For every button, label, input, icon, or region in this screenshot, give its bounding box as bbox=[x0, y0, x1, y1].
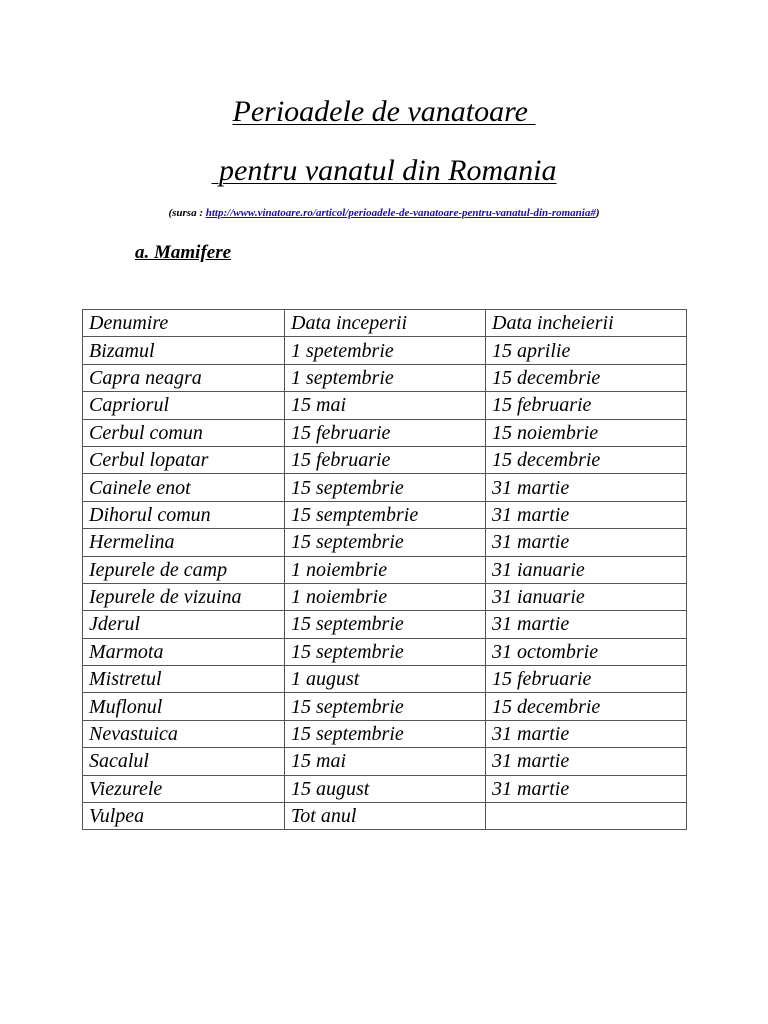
cell-name: Hermelina bbox=[83, 529, 285, 556]
cell-name: Jderul bbox=[83, 611, 285, 638]
cell-end-date: 15 februarie bbox=[486, 392, 687, 419]
cell-end-date: 31 ianuarie bbox=[486, 583, 687, 610]
table-row bbox=[83, 583, 687, 610]
table-body bbox=[83, 310, 687, 830]
table-row bbox=[83, 611, 687, 638]
table-row bbox=[83, 392, 687, 419]
cell-name: Bizamul bbox=[83, 337, 285, 364]
source-prefix: (sursa : bbox=[168, 207, 206, 219]
header-cell-start-date: Data inceperii bbox=[285, 310, 486, 337]
header-cell-end-date: Data incheierii bbox=[486, 310, 687, 337]
cell-start-date: 15 semptembrie bbox=[285, 501, 486, 528]
cell-name: Sacalul bbox=[83, 748, 285, 775]
cell-end-date: 15 decembrie bbox=[486, 693, 687, 720]
cell-start-date: Tot anul bbox=[285, 803, 486, 830]
table-row bbox=[83, 693, 687, 720]
cell-name: Capra neagra bbox=[83, 364, 285, 391]
section-heading-mamifere: a. Mamifere bbox=[135, 242, 232, 263]
cell-name: Cerbul lopatar bbox=[83, 446, 285, 473]
cell-start-date: 15 august bbox=[285, 775, 486, 802]
source-link[interactable]: http://www.vinatoare.ro/articol/perioadele-de-vanatoare-pentru-vanatul-din-romania# bbox=[205, 207, 596, 219]
cell-name: Vulpea bbox=[83, 803, 285, 830]
table-row bbox=[83, 529, 687, 556]
table-row bbox=[83, 556, 687, 583]
table-row bbox=[83, 638, 687, 665]
cell-name: Muflonul bbox=[83, 693, 285, 720]
header-cell-name: Denumire bbox=[83, 310, 285, 337]
cell-end-date: 31 martie bbox=[486, 611, 687, 638]
cell-start-date: 15 septembrie bbox=[285, 720, 486, 747]
cell-name: Iepurele de camp bbox=[83, 556, 285, 583]
table-row bbox=[83, 803, 687, 830]
cell-start-date: 15 mai bbox=[285, 392, 486, 419]
cell-name: Viezurele bbox=[83, 775, 285, 802]
cell-name: Mistretul bbox=[83, 666, 285, 693]
cell-start-date: 15 septembrie bbox=[285, 638, 486, 665]
cell-end-date: 31 martie bbox=[486, 474, 687, 501]
table-row bbox=[83, 474, 687, 501]
cell-start-date: 15 februarie bbox=[285, 419, 486, 446]
hunting-seasons-table bbox=[82, 309, 687, 830]
document-title-line-2: pentru vanatul din Romania bbox=[211, 154, 557, 187]
table-row bbox=[83, 419, 687, 446]
cell-start-date: 1 spetembrie bbox=[285, 337, 486, 364]
table-row bbox=[83, 446, 687, 473]
cell-end-date: 15 decembrie bbox=[486, 364, 687, 391]
cell-start-date: 15 mai bbox=[285, 748, 486, 775]
cell-start-date: 15 septembrie bbox=[285, 529, 486, 556]
table-row bbox=[83, 748, 687, 775]
table-row bbox=[83, 775, 687, 802]
cell-name: Marmota bbox=[83, 638, 285, 665]
cell-start-date: 15 septembrie bbox=[285, 693, 486, 720]
table-row bbox=[83, 337, 687, 364]
cell-name: Cainele enot bbox=[83, 474, 285, 501]
table-header-row bbox=[83, 310, 687, 337]
cell-end-date: 31 ianuarie bbox=[486, 556, 687, 583]
cell-name: Capriorul bbox=[83, 392, 285, 419]
cell-start-date: 1 noiembrie bbox=[285, 556, 486, 583]
table-row bbox=[83, 720, 687, 747]
source-suffix: ) bbox=[595, 207, 600, 219]
source-citation bbox=[0, 206, 768, 220]
document-title-line-1: Perioadele de vanatoare bbox=[232, 95, 536, 128]
cell-end-date: 31 martie bbox=[486, 748, 687, 775]
cell-end-date: 15 noiembrie bbox=[486, 419, 687, 446]
cell-name: Nevastuica bbox=[83, 720, 285, 747]
cell-start-date: 1 septembrie bbox=[285, 364, 486, 391]
table-row bbox=[83, 501, 687, 528]
cell-name: Iepurele de vizuina bbox=[83, 583, 285, 610]
cell-start-date: 15 septembrie bbox=[285, 474, 486, 501]
cell-start-date: 1 noiembrie bbox=[285, 583, 486, 610]
cell-end-date: 15 februarie bbox=[486, 666, 687, 693]
cell-end-date bbox=[486, 803, 687, 830]
cell-end-date: 31 martie bbox=[486, 501, 687, 528]
cell-end-date: 15 decembrie bbox=[486, 446, 687, 473]
cell-start-date: 1 august bbox=[285, 666, 486, 693]
cell-end-date: 31 martie bbox=[486, 529, 687, 556]
table-row bbox=[83, 364, 687, 391]
cell-end-date: 15 aprilie bbox=[486, 337, 687, 364]
cell-end-date: 31 martie bbox=[486, 775, 687, 802]
cell-name: Cerbul comun bbox=[83, 419, 285, 446]
cell-name: Dihorul comun bbox=[83, 501, 285, 528]
cell-start-date: 15 septembrie bbox=[285, 611, 486, 638]
cell-start-date: 15 februarie bbox=[285, 446, 486, 473]
cell-end-date: 31 martie bbox=[486, 720, 687, 747]
cell-end-date: 31 octombrie bbox=[486, 638, 687, 665]
table-row bbox=[83, 666, 687, 693]
